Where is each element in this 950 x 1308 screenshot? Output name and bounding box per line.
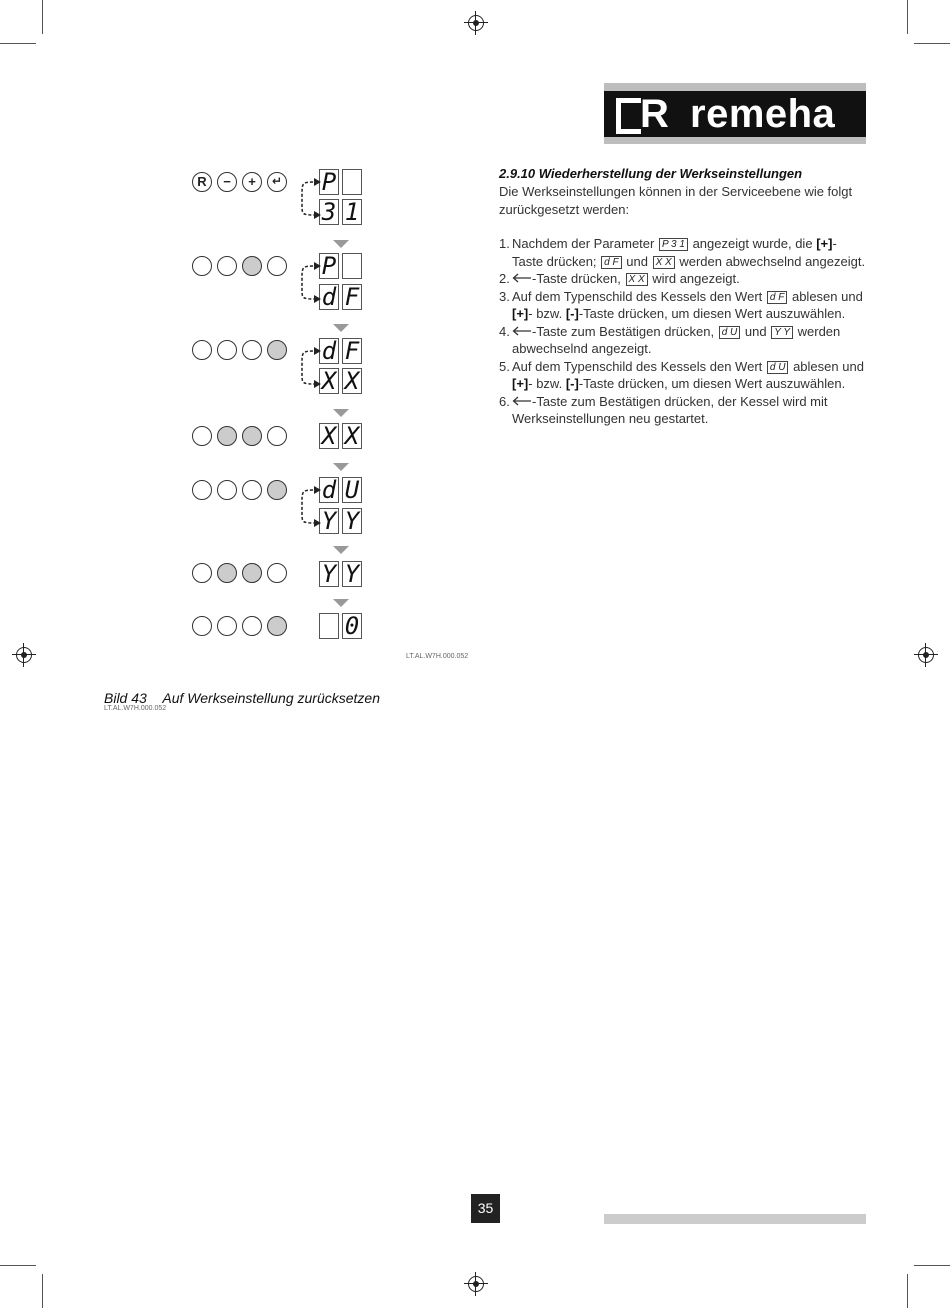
button-indicator <box>217 480 237 500</box>
button-indicator <box>217 256 237 276</box>
button-indicator <box>242 616 262 636</box>
display-digit: Y <box>342 508 362 534</box>
display-digit: X <box>342 368 362 394</box>
button-indicator <box>192 256 212 276</box>
arrow-down-icon <box>333 546 349 554</box>
registration-mark-icon <box>918 647 934 663</box>
button-indicator <box>267 563 287 583</box>
logo-letter: R <box>640 92 669 136</box>
button-indicator <box>217 340 237 360</box>
crop-mark <box>0 1265 36 1266</box>
logo-top-bar <box>604 83 866 91</box>
arrow-down-icon <box>333 599 349 607</box>
logo-word: remeha <box>690 92 836 136</box>
steps-list <box>499 235 867 428</box>
button-indicator-pressed <box>242 563 262 583</box>
display-digit: 3 <box>319 199 339 225</box>
button-indicator <box>192 480 212 500</box>
button-indicator-pressed <box>267 340 287 360</box>
figure-reference: LT.AL.W7H.000.052 <box>104 705 167 712</box>
display-digit: X <box>342 423 362 449</box>
button-indicator <box>192 616 212 636</box>
arrow-down-icon <box>333 324 349 332</box>
button-indicator <box>242 340 262 360</box>
display-digit: 0 <box>342 613 362 639</box>
figure-title: Auf Werkseinstellung zurücksetzen <box>162 690 380 706</box>
page-number: 35 <box>471 1194 500 1223</box>
list-item: 3. Auf dem Typenschild des Kessels den Wert d F ablesen und [+]- bzw. [-]-Taste drücken, um diesen Wert auszuwählen. <box>499 288 863 321</box>
registration-mark-icon <box>468 15 484 31</box>
display-digit <box>319 613 339 639</box>
crop-mark <box>914 43 950 44</box>
display-digit: d <box>319 284 339 310</box>
display-digit: X <box>319 423 339 449</box>
brand-logo <box>604 91 866 137</box>
button-indicator-pressed <box>242 426 262 446</box>
logo-bottom-bar <box>604 137 866 144</box>
crop-mark <box>914 1265 950 1266</box>
button-indicator-pressed <box>242 256 262 276</box>
arrow-down-icon <box>333 463 349 471</box>
minus-button-icon: − <box>217 172 237 192</box>
footer-bar <box>604 1214 866 1224</box>
enter-key-icon <box>512 273 532 283</box>
list-item: 2. -Taste drücken, X X wird angezeigt. <box>499 271 740 286</box>
display-digit: Y <box>319 561 339 587</box>
figure-caption <box>104 690 380 706</box>
display-digit: P <box>319 253 339 279</box>
arrow-down-icon <box>333 240 349 248</box>
display-digit: P <box>319 169 339 195</box>
button-indicator-pressed <box>217 426 237 446</box>
plus-button-icon: + <box>242 172 262 192</box>
logo-mark-icon <box>616 98 641 134</box>
crop-mark <box>42 1274 43 1308</box>
button-indicator-pressed <box>217 563 237 583</box>
button-indicator <box>192 426 212 446</box>
list-item: 5. Auf dem Typenschild des Kessels den Wert d U ablesen und [+]- bzw. [-]-Taste drücken, um diesen Wert auszuwählen. <box>499 358 864 391</box>
figure-label: Bild 43 <box>104 690 147 706</box>
list-item: 1. Nachdem der Parameter P 3 1 angezeigt wurde, die [+]-Taste drücken; d F und X X werden abwechselnd angezeigt. <box>499 236 866 269</box>
arrow-down-icon <box>333 409 349 417</box>
button-indicator <box>242 480 262 500</box>
enter-key-icon <box>512 396 532 406</box>
display-digit: d <box>319 338 339 364</box>
crop-mark <box>0 43 36 44</box>
display-digit <box>342 253 362 279</box>
button-indicator <box>217 616 237 636</box>
list-item: 6. -Taste zum Bestätigen drücken, der Kessel wird mit Werkseinstellungen neu gestartet. <box>499 393 828 426</box>
list-item: 4. -Taste zum Bestätigen drücken, d U und Y Y werden abwechselnd angezeigt. <box>499 323 841 356</box>
button-indicator-pressed <box>267 480 287 500</box>
section-heading: 2.9.10 Wiederherstellung der Werkseinstellungen <box>499 166 803 181</box>
display-digit: Y <box>319 508 339 534</box>
registration-mark-icon <box>16 647 32 663</box>
enter-key-icon <box>512 326 532 336</box>
section-intro: Die Werkseinstellungen können in der Serviceebene wie folgt zurückgesetzt werden: <box>499 184 853 217</box>
button-indicator-pressed <box>267 616 287 636</box>
display-digit: d <box>319 477 339 503</box>
display-digit: Y <box>342 561 362 587</box>
display-digit: 1 <box>342 199 362 225</box>
enter-button-icon: ↵ <box>267 172 287 192</box>
display-digit: F <box>342 284 362 310</box>
diagram-reference: LT.AL.W7H.000.052 <box>406 653 469 660</box>
button-indicator <box>267 426 287 446</box>
button-indicator <box>267 256 287 276</box>
display-digit: X <box>319 368 339 394</box>
button-indicator <box>192 340 212 360</box>
reset-button-icon: R <box>192 172 212 192</box>
crop-mark <box>907 1274 908 1308</box>
display-digit <box>342 169 362 195</box>
crop-mark <box>42 0 43 34</box>
display-digit: F <box>342 338 362 364</box>
button-indicator <box>192 563 212 583</box>
crop-mark <box>907 0 908 34</box>
registration-mark-icon <box>468 1276 484 1292</box>
alternating-arrows-icon <box>292 165 322 535</box>
display-digit: U <box>342 477 362 503</box>
